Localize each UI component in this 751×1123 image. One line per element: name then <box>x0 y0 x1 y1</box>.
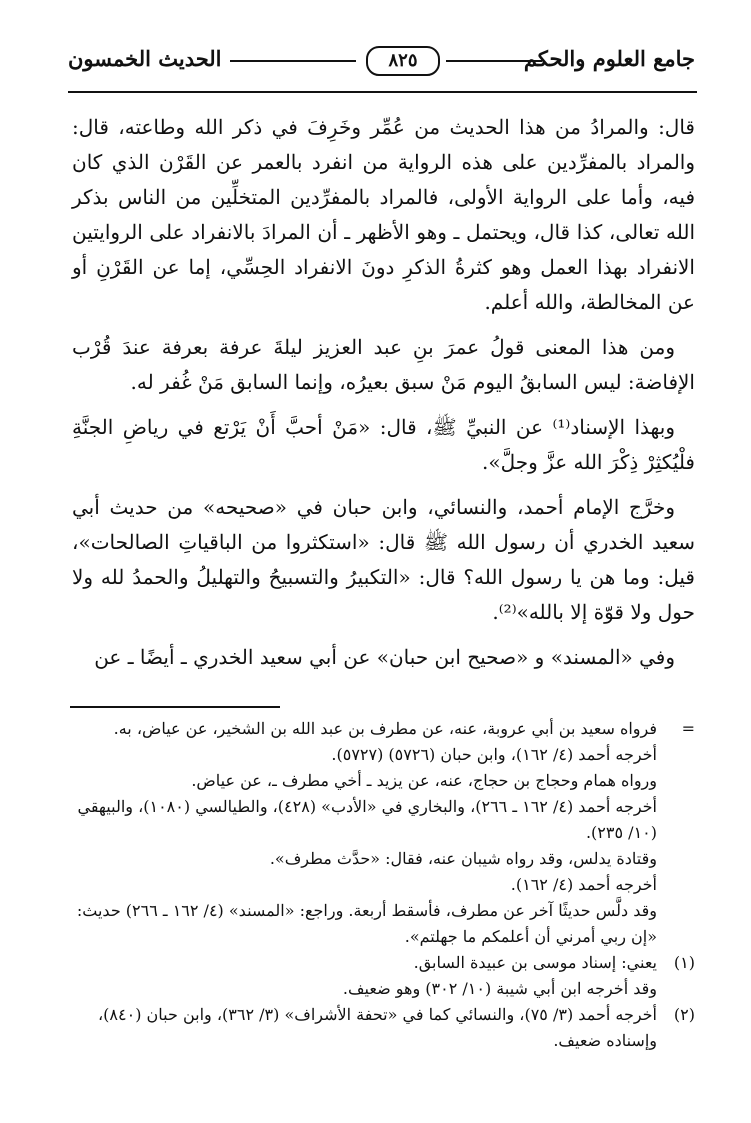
footnote-2 <box>70 1002 695 1054</box>
paragraph: ومن هذا المعنى قولُ عمرَ بنِ عبد العزيز ليلةَ عرفة بعرفة عندَ قُرْب الإفاضة: ليس السابقُ اليوم مَنْ سبق بعيرُه، وإنما السابق مَنْ غُفر له. <box>72 335 695 394</box>
footnote-line: وقتادة يدلس، وقد رواه شيبان عنه، فقال: «حدَّث مطرف». <box>269 849 657 868</box>
footnote-mark: = <box>681 719 695 738</box>
footnote-line: أخرجه أحمد (٤/ ١٦٢)، وابن حبان (٥٧٢٦) (٥٧٢٧). <box>331 745 657 764</box>
paragraph: وبهذا الإسناد⁽¹⁾ عن النبيِّ ﷺ، قال: «مَنْ أحبَّ أَنْ يَرْتع في رياضِ الجنَّةِ فلْيُكثِرْ ذِكْرَ الله عزَّ وجلَّ». <box>72 415 695 474</box>
page-number: ٨٢٥ <box>366 46 440 76</box>
footnote-line: فرواه سعيد بن أبي عروبة، عنه، عن مطرف بن عبد الله بن الشخير، عن عياض، به. <box>113 719 657 738</box>
footnote-line: أخرجه أحمد (٤/ ١٦٢). <box>510 875 657 894</box>
footnote-continuation <box>70 716 695 950</box>
header-dash-left <box>230 60 356 62</box>
header-rule <box>68 91 697 93</box>
footnote-line: يعني: إسناد موسى بن عبيدة السابق. <box>413 953 657 972</box>
footnote-line: ورواه همام وحجاج بن حجاج، عنه، عن يزيد ـ أخي مطرف ـ، عن عياض. <box>191 771 657 790</box>
footnote-mark: (٢) <box>673 1005 695 1024</box>
footnote-separator <box>70 706 280 708</box>
paragraph: قال: والمرادُ من هذا الحديث من عُمِّر وخَرِفَ في ذكر الله وطاعته، قال: والمراد بالمفرِّدين على هذه الرواية من انفرد بالعمر عن القَرْن الذي كان فيه، وأما على الرواية الأولى، فالمراد بالمفرِّدين المتخلِّين من الناس بذكر الله تعالى، كذا قال، ويحتمل ـ وهو الأظهر ـ أن المرادَ بالانفراد على الروايتين الانفراد بهذا العمل وهو كثرةُ الذكرِ دونَ الانفراد الحِسِّي، إما عن القَرْنِ أو عن المخالطة، والله أعلم. <box>72 115 696 314</box>
footnotes <box>70 716 695 1054</box>
footnote-line: أخرجه أحمد (٤/ ١٦٢ ـ ٢٦٦)، والبخاري في «الأدب» (٤٢٨)، والطيالسي (١٠٨٠)، والبيهقي (١٠/ ٢٣٥). <box>77 797 657 842</box>
footnote-line: وقد أخرجه ابن أبي شيبة (١٠/ ٣٠٢) وهو ضعيف. <box>342 979 657 998</box>
book-title: جامع العلوم والحكم <box>523 46 695 71</box>
footnote-mark: (١) <box>673 953 695 972</box>
footnote-1 <box>70 950 695 1002</box>
footnote-line: وقد دلَّس حديثًا آخر عن مطرف، فأسقط أربعة. وراجع: «المسند» (٤/ ١٦٢ ـ ٢٦٦) حديث: «إن ربي أمرني أن أعلمكم ما جهلتم». <box>76 901 657 946</box>
footnote-line: أخرجه أحمد (٣/ ٧٥)، والنسائي كما في «تحفة الأشراف» (٣/ ٣٦٢)، وابن حبان (٨٤٠)، وإسناده ضعيف. <box>98 1005 657 1050</box>
header-dash-right <box>446 60 542 62</box>
paragraph: وفي «المسند» و «صحيح ابن حبان» عن أبي سعيد الخدري ـ أيضًا ـ عن <box>94 645 675 669</box>
running-header <box>68 44 695 84</box>
main-text <box>72 110 695 685</box>
paragraph: وخرَّج الإمام أحمد، والنسائي، وابن حبان في «صحيحه» من حديث أبي سعيد الخدري أن رسول الله ﷺ قال: «استكثروا من الباقياتِ الصالحات»، قيل: وما هن يا رسول الله؟ قال: «التكبيرُ والتسبيحُ والتهليلُ والحمدُ لله ولا حول ولا قوّة إلا بالله»⁽²⁾. <box>72 495 695 624</box>
chapter-title: الحديث الخمسون <box>68 46 222 71</box>
